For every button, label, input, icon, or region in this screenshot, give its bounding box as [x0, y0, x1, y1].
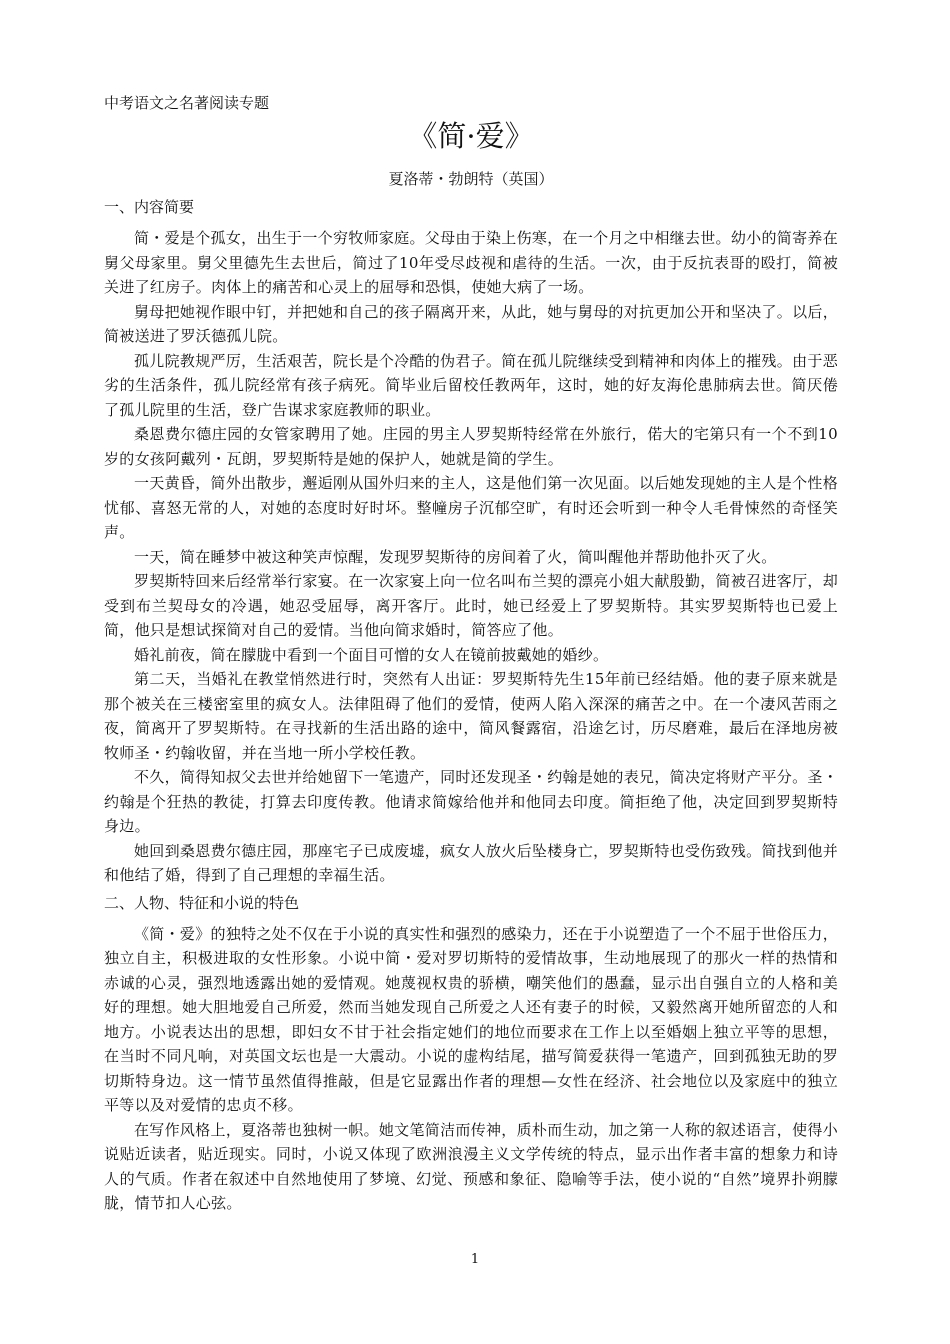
paragraph: 一天，简在睡梦中被这种笑声惊醒，发现罗契斯待的房间着了火，简叫醒他并帮助他扑灭了火。: [134, 547, 777, 566]
paragraph: 桑恩费尔德庄园的女管家聘用了她。庄园的男主人罗契斯特经常在外旅行，偌大的宅第只有一个不到10岁的女孩阿戴列・瓦朗，罗契斯特是她的保护人，她就是简的学生。: [104, 425, 838, 468]
paragraph: 婚礼前夜，简在朦胧中看到一个面目可憎的女人在镜前披戴她的婚纱。: [134, 645, 609, 664]
author-line: 夏洛蒂・勃朗特（英国）: [388, 170, 554, 188]
paragraph: 舅母把她视作眼中钉，并把她和自己的孩子隔离开来，从此，她与舅母的对抗更加公开和坚决了。以后，简被送进了罗沃德孤儿院。: [104, 302, 838, 345]
paragraph: 简・爱是个孤女，出生于一个穷牧师家庭。父母由于染上伤寒，在一个月之中相继去世。幼小的简寄养在舅父母家里。舅父里德先生去世后，简过了10年受尽歧视和虐待的生活。一次，由于反抗表哥的殴打，简被关进了红房子。肉体上的痛苦和心灵上的屈辱和恐惧，使她大病了一场。: [104, 229, 838, 296]
paragraph: 孤儿院教规严厉，生活艰苦，院长是个冷酷的伪君子。简在孤儿院继续受到精神和肉体上的摧残。由于恶劣的生活条件，孤儿院经常有孩子病死。简毕业后留校任教两年，这时，她的好友海伦患肺病去世。简厌倦了孤儿院里的生活，登广告谋求家庭教师的职业。: [104, 351, 838, 419]
document-title: 《简·爱》: [408, 119, 534, 153]
paragraph: 她回到桑恩费尔德庄园，那座宅子已成废墟，疯女人放火后坠楼身亡，罗契斯特也受伤致残。简找到他并和他结了婚，得到了自己理想的幸福生活。: [104, 841, 838, 884]
section-heading: 二、人物、特征和小说的特色: [104, 893, 300, 912]
paragraph: 罗契斯特回来后经常举行家宴。在一次家宴上向一位名叫布兰契的漂亮小姐大献殷勤，简被召进客厅，却受到布兰契母女的冷遇，她忍受屈辱，离开客厅。此时，她已经爱上了罗契斯特。其实罗契斯特也已爱上简，他只是想试探简对自己的爱情。当他向简求婚时，简答应了他。: [104, 572, 838, 639]
paragraph: 不久，简得知叔父去世并给她留下一笔遗产，同时还发现圣・约翰是她的表兄，简决定将财产平分。圣・约翰是个狂热的教徒，打算去印度传教。他请求简嫁给他并和他同去印度。简拒绝了他，决定回到罗契斯特身边。: [104, 768, 838, 835]
series-header: 中考语文之名著阅读专题: [104, 94, 270, 112]
paragraph: 在写作风格上，夏洛蒂也独树一帜。她文笔简洁而传神，质朴而生动，加之第一人称的叙述语言，使得小说贴近读者，贴近现实。同时，小说又体现了欧洲浪漫主义文学传统的特点，显示出作者丰富的想象力和诗人的气质。作者在叙述中自然地使用了梦境、幻觉、预感和象征、隐喻等手法，使小说的“自然”境界扑朔朦胧，情节扣人心弦。: [104, 1120, 838, 1212]
paragraph: 一天黄昏，简外出散步，邂逅刚从国外归来的主人，这是他们第一次见面。以后她发现她的主人是个性格忧郁、喜怒无常的人，对她的态度时好时坏。整幢房子沉郁空旷，有时还会听到一种令人毛骨悚然的奇怪笑声。: [104, 474, 838, 541]
page-number: 1: [470, 1252, 480, 1267]
section-heading: 一、内容简要: [104, 198, 195, 216]
paragraph: 第二天，当婚礼在教堂悄然进行时，突然有人出证：罗契斯特先生15年前已经结婚。他的妻子原来就是那个被关在三楼密室里的疯女人。法律阻碍了他们的爱情，使两人陷入深深的痛苦之中。在一个凄风苦雨之夜，简离开了罗契斯特。在寻找新的生活出路的途中，简风餐露宿，沿途乞讨，历尽磨难，最后在泽地房被牧师圣・约翰收留，并在当地一所小学校任教。: [104, 670, 838, 762]
paragraph: 《简・爱》的独特之处不仅在于小说的真实性和强烈的感染力，还在于小说塑造了一个不屈于世俗压力，独立自主，积极进取的女性形象。小说中简・爱对罗切斯特的爱情故事，生动地展现了的那火一样的热情和赤诚的心灵，强烈地透露出她的爱情观。她蔑视权贵的骄横，嘲笑他们的愚蠢，显示出自强自立的人格和美好的理想。她大胆地爱自己所爱，然而当她发现自己所爱之人还有妻子的时候，又毅然离开她所留恋的人和地方。小说表达出的思想，即妇女不甘于社会指定她们的地位而要求在工作上以至婚姻上独立平等的思想，在当时不同凡响，对英国文坛也是一大震动。小说的虚构结尾，描写简爱获得一笔遗产，回到孤独无助的罗切斯特身边。这一情节虽然值得推敲，但是它显露出作者的理想—女性在经济、社会地位以及家庭中的独立平等以及对爱情的忠贞不移。: [104, 924, 838, 1114]
